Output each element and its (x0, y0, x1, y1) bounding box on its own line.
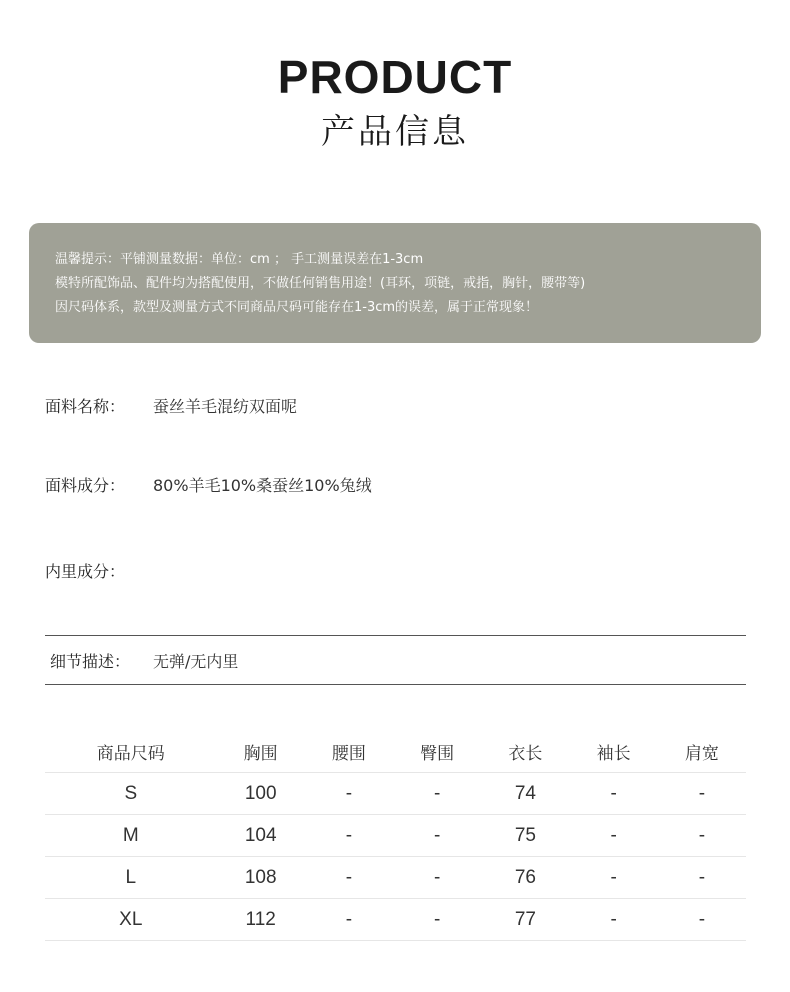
table-cell: - (305, 773, 393, 815)
details-label: 细节描述： (50, 652, 131, 671)
fabric-name-label: 面料名称： (45, 397, 126, 416)
table-cell: 77 (481, 899, 569, 941)
table-row (45, 857, 746, 899)
header-sleeve: 袖长 (570, 730, 658, 773)
lining-composition-label: 内里成分： (45, 562, 126, 581)
table-cell: 74 (481, 773, 569, 815)
fabric-name-row (45, 394, 297, 417)
fabric-composition-label: 面料成分： (45, 476, 126, 495)
size-table (45, 730, 746, 941)
table-cell: - (658, 857, 746, 899)
table-cell: - (570, 773, 658, 815)
table-cell: S (45, 773, 217, 815)
table-cell: M (45, 815, 217, 857)
table-cell: XL (45, 899, 217, 941)
notice-line: 温馨提示：平铺测量数据：单位：cm ； 手工测量误差在1-3cm (55, 252, 424, 267)
fabric-composition-row (45, 473, 372, 496)
table-cell: - (393, 899, 481, 941)
table-cell: - (570, 899, 658, 941)
table-cell: 75 (481, 815, 569, 857)
table-cell: - (305, 857, 393, 899)
table-cell: 104 (217, 815, 305, 857)
divider-top (45, 635, 746, 636)
header-waist: 腰围 (305, 730, 393, 773)
table-cell: - (393, 857, 481, 899)
table-cell: 108 (217, 857, 305, 899)
title-english: PRODUCT (277, 51, 513, 103)
table-cell: - (305, 899, 393, 941)
header-chest: 胸围 (217, 730, 305, 773)
table-row (45, 899, 746, 941)
details-row (50, 649, 238, 672)
header-size: 商品尺码 (45, 730, 217, 773)
header-length: 衣长 (481, 730, 569, 773)
table-row (45, 815, 746, 857)
details-value: 无弹/无内里 (153, 652, 239, 671)
header-hip: 臀围 (393, 730, 481, 773)
table-cell: - (658, 815, 746, 857)
notice-box (29, 223, 761, 343)
header-shoulder: 肩宽 (658, 730, 746, 773)
notice-line: 因尺码体系，款型及测量方式不同商品尺码可能存在1-3cm的误差，属于正常现象！ (55, 300, 539, 315)
title-chinese: 产品信息 (321, 112, 469, 152)
table-cell: 112 (217, 899, 305, 941)
table-cell: 100 (217, 773, 305, 815)
table-cell: - (658, 773, 746, 815)
table-cell: - (570, 815, 658, 857)
table-cell: L (45, 857, 217, 899)
table-cell: - (570, 857, 658, 899)
fabric-composition-value: 80%羊毛10%桑蚕丝10%兔绒 (153, 476, 372, 495)
table-cell: - (393, 815, 481, 857)
table-cell: - (305, 815, 393, 857)
fabric-name-value: 蚕丝羊毛混纺双面呢 (153, 397, 298, 416)
size-table-header (45, 730, 746, 773)
notice-line: 模特所配饰品、配件均为搭配使用，不做任何销售用途！(耳环，项链，戒指，胸针，腰带等) (55, 276, 586, 291)
table-cell: - (658, 899, 746, 941)
table-row (45, 773, 746, 815)
divider-bottom (45, 684, 746, 685)
lining-composition-row (45, 559, 153, 582)
table-cell: 76 (481, 857, 569, 899)
table-cell: - (393, 773, 481, 815)
